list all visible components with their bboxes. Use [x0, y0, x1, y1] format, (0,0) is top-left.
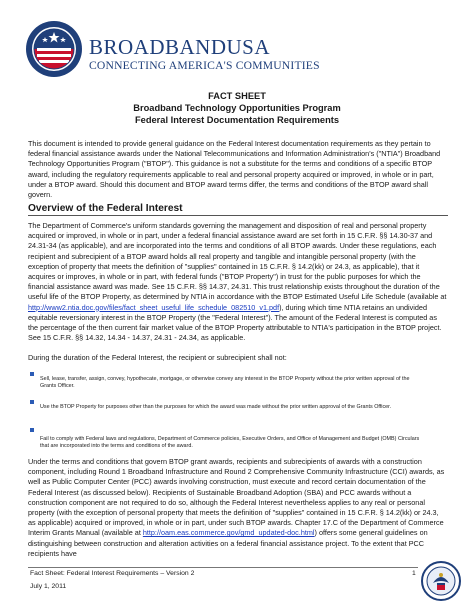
- footer-divider: [28, 567, 418, 568]
- list-item-text: Fail to comply with Federal laws and regulations, Department of Commerce policies, Executive Orders, and Office of Management and Budget (OMB) Circulars that are incorporated into the terms and conditions of the award.: [40, 436, 420, 450]
- list-item-text: Sell, lease, transfer, assign, convey, hypothecate, mortgage, or otherwise convey any interest in the BTOP Property without the prior written approval of the Grants Officer.: [40, 376, 410, 390]
- document-subtitle-2: Federal Interest Documentation Requirements: [134, 115, 340, 125]
- useful-life-schedule-link[interactable]: http://www2.ntia.doc.gov/files/fact_sheet_useful_life_schedule_082510_v1.pdf: [28, 302, 280, 312]
- broadbandusa-logo: [25, 18, 325, 78]
- construction-text-2: ) offers some general guidelines on distinguishing between construction and alteration activities on a federal financial assistance project. To the extent that PCC recipients have: [28, 528, 428, 558]
- document-subtitle: Broadband Technology Opportunities Program: [133, 103, 341, 113]
- grants-manual-link[interactable]: http://oam.eas.commerce.gov/gmd_updated-doc.html: [142, 528, 315, 538]
- document-title: FACT SHEET: [208, 91, 266, 101]
- footer-label: Fact Sheet: Federal Interest Requirements – Version 2: [30, 570, 195, 577]
- list-item-text: Use the BTOP Property for purposes other than the purposes for which the award was made without the prior written approval of the Grants Officer.: [40, 404, 392, 410]
- overview-paragraph: [28, 221, 448, 343]
- page-number: 1: [412, 570, 416, 577]
- construction-text-1: Under the terms and conditions that govern BTOP grant awards, recipients and subrecipients of awards with a construction component, including Round 1 Broadband Infrastructure and Round 2 Comprehensive Community Infrastructure (CCI) awards, as well as Public Computer Center (PCC) awards involving construction, must execute and record certain documentation of the Federal Interest (as discussed below). Recipients of Sustainable Broadband Adoption (SBA) and PCC awards without a construction component are not required to do so, although the Federal Interest nevertheless applies to any real or personal property (with the exception of personal property that meets the definition of "supplies" contained in 15 C.F.R. § 14.2(kk) or 24.3, as applicable) acquired or improved, in whole or in part, under such BTOP awards. Chapter 17.C of the Department of Commerce Interim Grants Manual (available at: [28, 457, 445, 538]
- overview-text-2: ), during which time NTIA retains an undivided equitable reversionary interest in the BTOP Property (the "Federal Interest"). The amount of the Federal Interest is computed as the percentage of the then current fair market value of the BTOP Property attributable to NTIA's participation in the BTOP project. See 15 C.F.R. §§ 14.32, 14.34 - 14.37, 24.31 - 24.34, as applicable.: [28, 302, 442, 343]
- department-seal-icon: [25, 20, 83, 78]
- bullet-icon: [30, 428, 34, 432]
- bullet-icon: [30, 400, 34, 404]
- restrictions-intro: During the duration of the Federal Interest, the recipient or subrecipient shall not:: [28, 353, 287, 362]
- construction-paragraph: [28, 457, 448, 559]
- footer-date: July 1, 2011: [30, 583, 67, 590]
- bullet-icon: [30, 372, 34, 376]
- overview-text-1: The Department of Commerce's uniform standards governing the management and disposition of real and personal property acquired or improved, in whole or in part, under a federal financial assistance award are set forth in 15 C.F.R. §§ 14.30-37 and 24.31-34 (as applicable), and are incorporated into the terms and conditions of all BTOP awards. Under these regulations, each recipient and subrecipient of a BTOP award holds all real property and tangible and intangible personal property (with the exception of property that meets the definition of "supplies" contained in 15 C.F.R. § 14.2(kk) or 24.3, as applicable), that it acquires or improves, in whole or in part, with federal funds ("BTOP Property") in trust for the public purposes for which the financial assistance award was made. See 15 C.F.R. §§ 14.37, 24.31. This trust relationship exists throughout the duration of the useful life of the BTOP Property, as determined by NTIA in accordance with the BTOP Estimated Useful Life Schedule (available at: [28, 221, 447, 302]
- commerce-seal-icon: [421, 561, 461, 601]
- brand-name: BROADBANDUSA: [89, 35, 271, 59]
- section-heading: Overview of the Federal Interest: [28, 203, 448, 216]
- brand-tagline: CONNECTING AMERICA'S COMMUNITIES: [89, 59, 320, 72]
- intro-paragraph: This document is intended to provide general guidance on the Federal Interest documentation requirements as they pertain to federal financial assistance awards under the National Telecommunications and Information Administration's ("NTIA") Broadband Technology Opportunities Program ("BTOP"). This guidance is not a substitute for the terms and conditions of a specific BTOP award, including the regulatory requirements applicable to real and personal property acquired or improved, in whole or in part, under a BTOP award. Should this document and BTOP award terms differ, the terms and conditions of the BTOP award shall govern.: [28, 139, 441, 200]
